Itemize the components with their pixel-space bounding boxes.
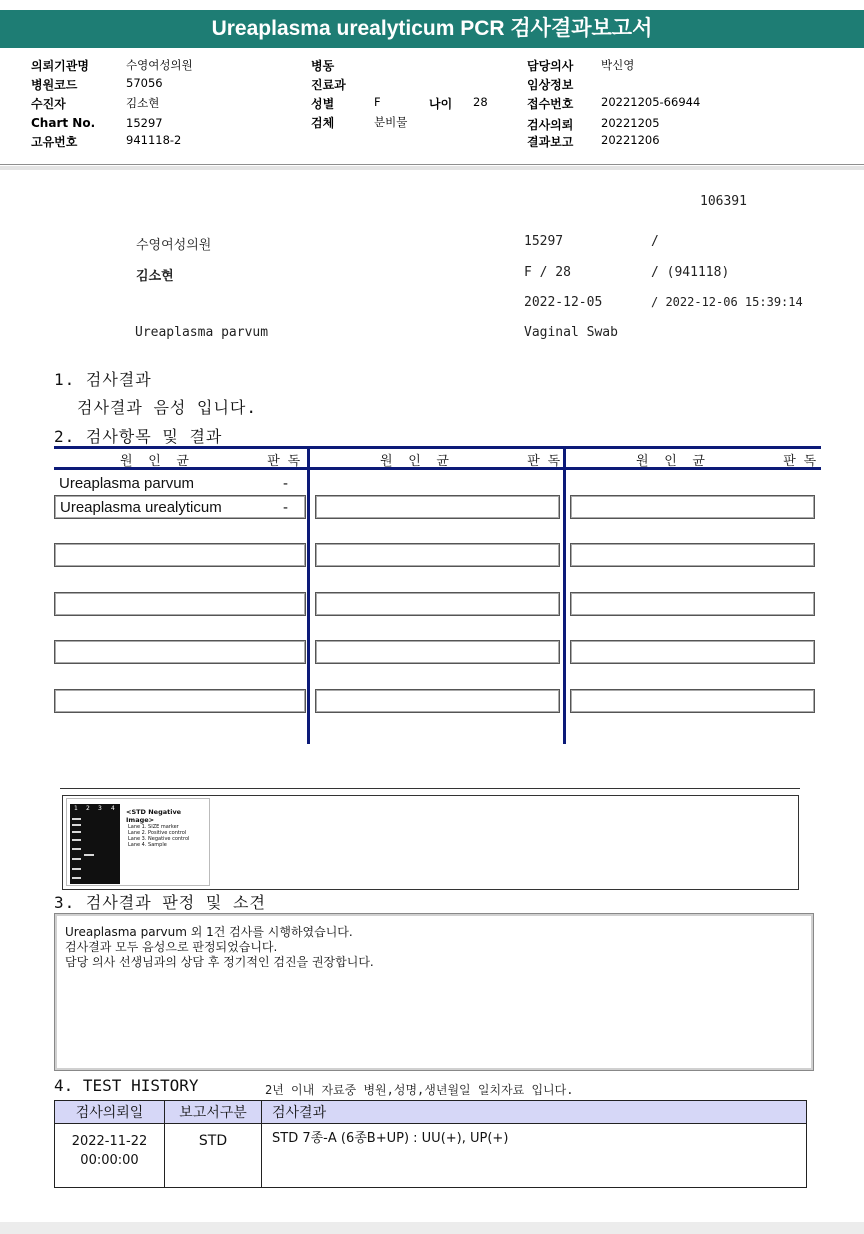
- report-test-name: Ureaplasma parvum: [135, 325, 269, 340]
- lane-number: 1: [74, 805, 78, 812]
- gel-caption-line: Lane 3. Negative control: [128, 836, 190, 842]
- result-cell-box: [570, 689, 815, 713]
- result-reading: -: [283, 475, 288, 492]
- sex-label: 성별: [311, 97, 335, 111]
- result-organism: Ureaplasma urealyticum: [60, 499, 222, 516]
- lane-number: 2: [86, 805, 90, 812]
- header-divider: [0, 164, 864, 165]
- gel-caption-line: Lane 1. SIZE marker: [128, 824, 179, 830]
- history-date-cell: [55, 1124, 165, 1188]
- gel-image-card: [66, 798, 210, 886]
- report-date-value: 20221206: [601, 133, 660, 147]
- section2-title: 2. 검사항목 및 결과: [54, 427, 223, 446]
- sex-value: F: [374, 95, 381, 109]
- gel-electrophoresis-image: [70, 804, 120, 884]
- report-title: Ureaplasma urealyticum PCR 검사결과보고서: [211, 17, 653, 40]
- result-cell-box: [570, 640, 815, 664]
- ward-label: 병동: [311, 59, 335, 73]
- report-birth: / (941118): [651, 265, 730, 280]
- report-patient: 김소현: [136, 269, 174, 284]
- result-cell-box: [570, 543, 815, 567]
- section1-title: 1. 검사결과: [54, 370, 152, 389]
- result-cell-box: [315, 592, 560, 616]
- institution-label: 의뢰기관명: [31, 59, 89, 73]
- marker-band: [72, 868, 81, 870]
- unique-id-value: 941118-2: [126, 133, 182, 147]
- report-collected-date: 2022-12-05: [524, 295, 603, 310]
- report-specimen: Vaginal Swab: [524, 325, 618, 340]
- history-result: STD 7종-A (6종B+UP) : UU(+), UP(+): [262, 1124, 807, 1188]
- age-value: 28: [473, 95, 488, 109]
- opinion-line: Ureaplasma parvum 외 1건 검사를 시행하였습니다.: [65, 925, 353, 939]
- report-chart-no: 15297: [524, 234, 564, 249]
- marker-band: [72, 831, 81, 833]
- results-col-header-1: 원 인 균 판 독: [120, 454, 301, 469]
- result-cell-box: [315, 689, 560, 713]
- opinion-box: [54, 913, 814, 1071]
- marker-band: [72, 818, 81, 820]
- report-number: 106391: [700, 194, 747, 209]
- opinion-line: 검사결과 모두 음성으로 판정되었습니다.: [65, 940, 278, 954]
- result-cell-box: [54, 640, 306, 664]
- chart-no-value: 15297: [126, 116, 163, 130]
- lane-number: 4: [111, 805, 115, 812]
- report-institution: 수영여성의원: [136, 238, 212, 253]
- report-separator: /: [651, 234, 659, 249]
- doctor-label: 담당의사: [527, 59, 574, 73]
- receipt-no-label: 접수번호: [527, 97, 574, 111]
- marker-band: [72, 858, 81, 860]
- gel-caption-line: Lane 4. Sample: [128, 842, 167, 848]
- marker-band: [72, 839, 81, 841]
- page-bottom-band: [0, 1222, 864, 1234]
- result-organism: Ureaplasma parvum: [59, 475, 195, 492]
- history-note: 2년 이내 자료중 병원,성명,생년월일 일치자료 입니다.: [265, 1083, 574, 1097]
- request-date-label: 검사의뢰: [527, 118, 574, 132]
- marker-band: [72, 824, 81, 826]
- section1-result-text: 검사결과 음성 입니다.: [77, 398, 258, 417]
- report-date-label: 결과보고: [527, 135, 574, 149]
- institution-value: 수영여성의원: [126, 58, 193, 72]
- section3-title: 3. 검사결과 판정 및 소견: [54, 893, 266, 912]
- results-table-divider-1: [307, 446, 310, 744]
- hospital-code-label: 병원코드: [31, 78, 78, 92]
- gel-caption-line: Lane 2. Positive control: [128, 830, 187, 836]
- result-cell-box: [54, 689, 306, 713]
- history-date: 2022-11-22: [71, 1134, 148, 1149]
- department-label: 진료과: [311, 78, 346, 92]
- patient-value: 김소현: [126, 96, 160, 110]
- table-row: [55, 1124, 807, 1188]
- history-header-date: 검사의뢰일: [55, 1101, 165, 1124]
- header-divider-shadow: [0, 166, 864, 170]
- result-reading: -: [283, 499, 288, 516]
- specimen-label: 검체: [311, 116, 335, 130]
- hospital-code-value: 57056: [126, 76, 163, 90]
- history-time: 00:00:00: [80, 1153, 139, 1168]
- results-table-divider-2: [563, 446, 566, 744]
- clinical-info-label: 임상정보: [527, 78, 574, 92]
- result-cell-box: [315, 640, 560, 664]
- results-table-top-border: [54, 446, 821, 449]
- patient-label: 수진자: [31, 97, 66, 111]
- results-col-header-3: 원 인 균 판 독: [636, 454, 817, 469]
- unique-id-label: 고유번호: [31, 135, 78, 149]
- age-label: 나이: [429, 97, 453, 111]
- history-header-type: 보고서구분: [165, 1101, 262, 1124]
- receipt-no-value: 20221205-66944: [601, 95, 701, 109]
- results-col-header-2: 원 인 균 판 독: [380, 454, 561, 469]
- result-cell-box: [54, 592, 306, 616]
- marker-band: [72, 848, 81, 850]
- result-cell-box: [570, 495, 815, 519]
- section4-title: 4. TEST HISTORY: [54, 1076, 199, 1095]
- result-cell-box: [570, 592, 815, 616]
- history-header-result: 검사결과: [262, 1101, 807, 1124]
- specimen-value: 분비물: [374, 115, 408, 129]
- doctor-value: 박신영: [601, 58, 635, 72]
- history-type: STD: [165, 1124, 262, 1188]
- request-date-value: 20221205: [601, 116, 660, 130]
- history-table: [54, 1100, 807, 1188]
- result-cell-box: [54, 543, 306, 567]
- opinion-line: 담당 의사 선생님과의 상담 후 정기적인 검진을 권장합니다.: [65, 955, 374, 969]
- gel-divider: [60, 788, 800, 789]
- gel-caption-title: <STD Negative Image>: [126, 808, 182, 824]
- chart-no-label: Chart No.: [31, 116, 96, 130]
- positive-control-band: [84, 854, 94, 856]
- report-sex-age: F / 28: [524, 265, 571, 280]
- report-reported-datetime: / 2022-12-06 15:39:14: [651, 295, 803, 309]
- result-cell-box: [315, 495, 560, 519]
- marker-band: [72, 877, 81, 879]
- lane-number: 3: [98, 805, 102, 812]
- result-cell-box: [315, 543, 560, 567]
